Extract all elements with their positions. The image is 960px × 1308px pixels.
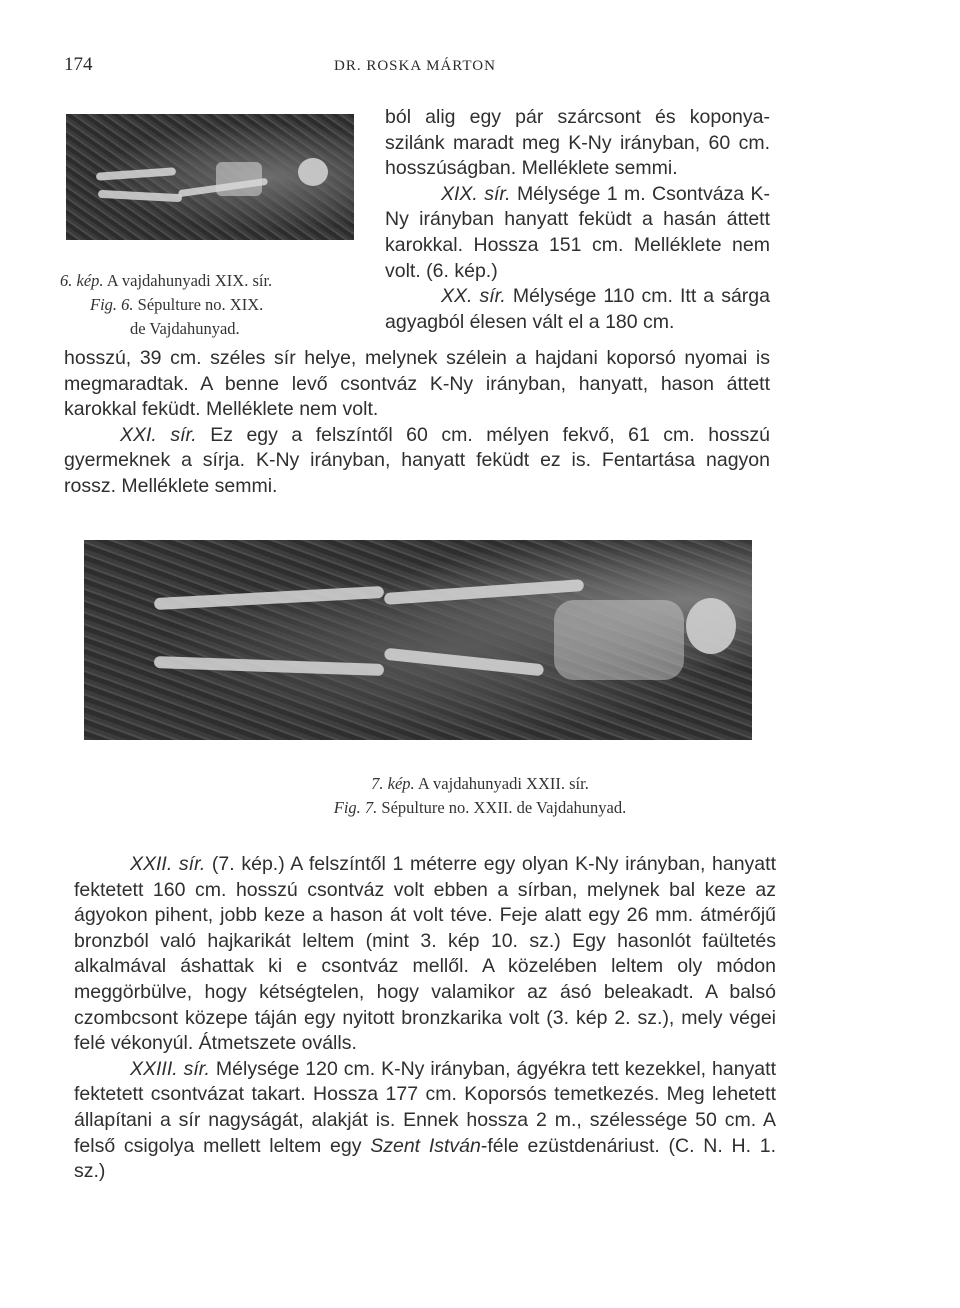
figure-label: 7. kép. <box>371 774 415 793</box>
figure-label: Fig. 6. <box>90 295 134 314</box>
bone <box>98 190 182 202</box>
column-text <box>385 105 770 335</box>
bone <box>384 648 544 677</box>
skull <box>298 158 328 186</box>
paragraph: XXI. sír. Ez egy a felszíntől 60 cm. mélyen fekvő, 61 cm. hosszú gyermeknek a sírja. K-Ny irányban, hanyatt feküdt ez is. Fentartása nagyon rossz. Melléklete semmi. <box>64 423 770 497</box>
paragraph: XIX. sír. Mélysége 1 m. Csontváza K-Ny irányban hanyatt feküdt a hasán áttett karokkal. Hossza 151 cm. Melléklete nem volt. (6. kép.) <box>385 182 770 282</box>
caption-text: de Vajdahunyad. <box>130 319 240 338</box>
paragraph: hosszú, 39 cm. széles sír helye, melynek szélein a hajdani koporsó nyomai is megmaradtak. A benne levő csontváz K-Ny irányban, hanyatt, hason áttett karokkal feküdt. Melléklete nem volt. <box>64 347 770 421</box>
skull <box>686 598 736 654</box>
paragraph: XX. sír. Mélysége 110 cm. Itt a sárga agyagból élesen vált el a 180 cm. <box>385 285 770 333</box>
grave-heading: XIX. sír. <box>441 182 511 205</box>
running-title: DR. ROSKA MÁRTON <box>334 58 496 74</box>
figure-label: 6. kép. <box>60 271 104 290</box>
paragraph: XXII. sír. (7. kép.) A felszíntől 1 méterre egy olyan K-Ny irányban, hanyatt fektetett 160 cm. hosszú csontváz volt ebben a sírban, melynek bal keze az ágyokon pihent, jobb keze a hason át volt téve. Feje alatt egy 26 mm. átmérőjű bronzból való hajkarikát leltem (mint 3. kép 10. sz.) Egy hasonlót faültetés alkalmával áshattak ki e csontváz mellől. A közelében leltem oly módon meggörbülve, hogy kétségtelen, hogy valamikor az ásó beleakadt. A balsó czombcsont közepe táján egy nyitott bronzkarika volt (3. kép 2. sz.), mely végei felé vékonyúl. Átmetszete oválls. <box>74 853 776 1055</box>
bone <box>154 656 384 676</box>
ribcage <box>216 162 262 196</box>
figure-6-photo <box>66 114 354 240</box>
full-width-text <box>64 346 770 500</box>
caption-text: A vajdahunyadi XIX. sír. <box>103 271 273 290</box>
grave-heading: XXII. sír. <box>130 853 206 875</box>
paragraph: XXIII. sír. Mélysége 120 cm. K-Ny irányban, ágyékra tett kezekkel, hanyatt fektetett csontvázat takart. Hossza 177 cm. Koporsós temetkezés. Meg lehetett állapítani a sír nagyságát, alakját is. Ennek hossza 2 m., szélessége 50 cm. A felső csigolya mellett leltem egy Szent István-féle ezüstdenáriust. (C. N. H. 1. sz.) <box>74 1057 777 1183</box>
figure-label: Fig. 7. <box>333 798 378 817</box>
coin-name: Szent István <box>370 1134 481 1157</box>
figure-6-caption <box>60 269 360 341</box>
bone <box>154 586 384 610</box>
page-number: 174 <box>64 54 93 75</box>
ribcage <box>554 600 684 680</box>
grave-heading: XX. sír. <box>441 285 506 308</box>
caption-text: A vajdahunyadi XXII. sír. <box>414 774 589 793</box>
grave-heading: XXI. sír. <box>120 423 197 446</box>
figure-7-caption <box>0 772 960 820</box>
grave-heading: XXIII. sír. <box>130 1057 210 1080</box>
bone <box>384 579 584 605</box>
paragraph: ból alig egy pár szárcsont és koponya-szilánk maradt meg K-Ny irányban, 60 cm. hosszúságban. Melléklete semmi. <box>385 106 770 180</box>
body-text <box>74 852 776 1185</box>
bone <box>96 167 176 181</box>
figure-7-photo <box>84 540 752 740</box>
caption-text: Sépulture no. XXII. de Vajdahunyad. <box>377 798 627 817</box>
caption-text: Sépulture no. XIX. <box>133 295 264 314</box>
